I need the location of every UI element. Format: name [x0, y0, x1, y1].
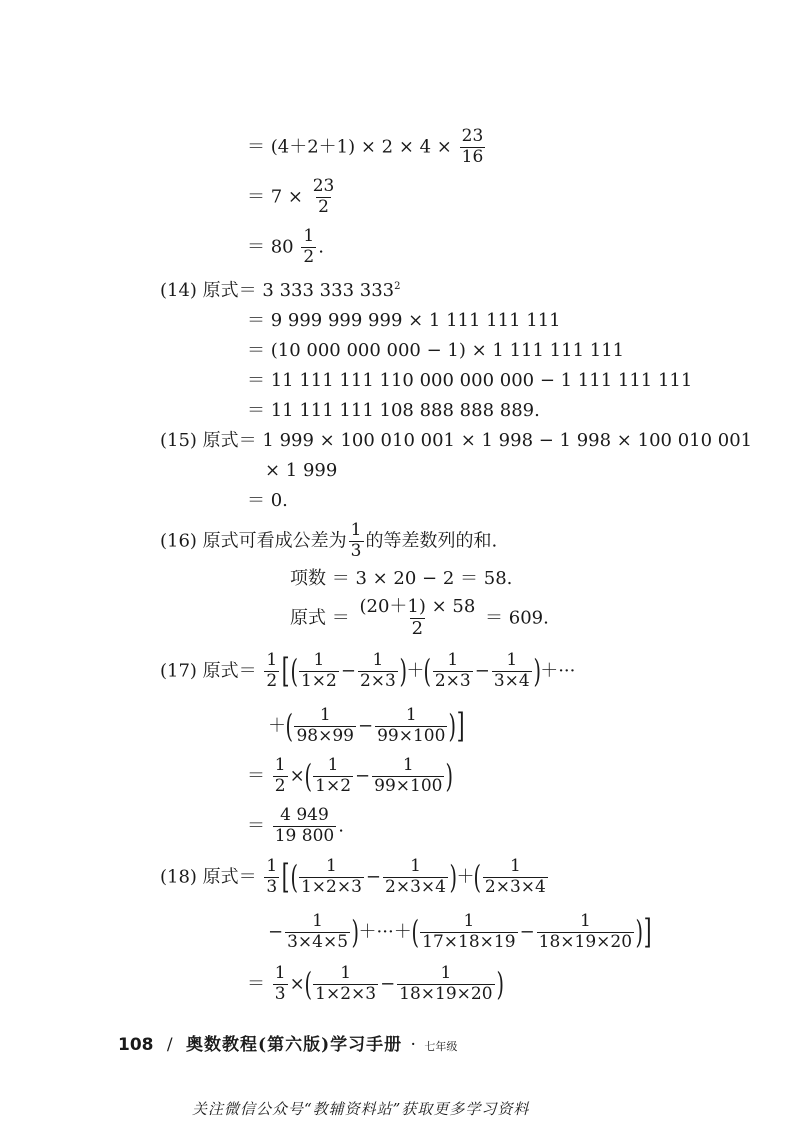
problem-17-line-4: ＝ $\frac{4 949}{19 800}$ .	[247, 805, 344, 846]
eq-line-1: ＝ (4＋2＋1) × 2 × 4 × $\frac{23}{16}$	[247, 126, 484, 167]
problem-label: (17) 原式＝	[160, 660, 257, 682]
problem-15-line-2: × 1 999	[265, 460, 338, 481]
problem-16-line-1: (16) 原式可看成公差为 $\frac{1}{3}$ 的等差数列的和.	[160, 520, 498, 561]
problem-16-line-3: 原式 ＝ $\frac{(20+1) \times 58}{2}$ ＝ 609.	[290, 596, 549, 639]
fraction: $\frac{1}{3}$	[274, 963, 286, 1004]
fraction: $\frac{1}{99\times 100}$	[377, 705, 446, 746]
problem-17-line-1: (17) 原式＝ $\frac{1}{2}$ [( $\frac{1}{1\times 2}$ − $\frac{1}{2\times 3}$ )＋( $\frac{1}{2\times 3}$ − $\frac{1}{3\times 4}$ )＋···	[160, 650, 576, 692]
problem-15-line-1: (15) 原式＝ 1 999 × 100 010 001 × 1 998 − 1 998 × 100 010 001	[160, 430, 753, 451]
problem-14-line-5: ＝ 11 111 111 108 888 888 889.	[247, 400, 540, 421]
fraction: $\frac{1}{98\times 99}$	[296, 705, 354, 746]
fraction: $\frac{1}{3}$	[266, 856, 278, 897]
fraction: $\frac{1}{17\times 18\times 19}$	[422, 911, 516, 952]
fraction: $\frac{1}{18\times 19\times 20}$	[538, 911, 633, 952]
fraction: $\frac{1}{18\times 19\times 20}$	[399, 963, 493, 1004]
grade-label: 七年级	[424, 1040, 458, 1053]
fraction: $\frac{1}{2}$	[303, 226, 315, 267]
fraction: $\frac{1}{1\times 2\times 3}$	[315, 963, 377, 1004]
fraction: $\frac{4 949}{19 800}$	[274, 805, 335, 846]
fraction: $\frac{1}{3}$	[350, 520, 362, 561]
problem-18-line-2: − $\frac{1}{3\times 4\times 5}$ )＋···＋( $\frac{1}{17\times 18\times 19}$ − $\frac{1}{18\times 19\times 20}$ )]	[268, 911, 652, 953]
fraction: $\frac{1}{2\times 3\times 4}$	[385, 856, 446, 897]
problem-16-line-2: 项数 ＝ 3 × 20 − 2 ＝ 58.	[290, 568, 513, 589]
problem-14-line-1: (14) 原式＝ 3 333 333 $333^2$	[160, 280, 401, 301]
eq-line-2: ＝ 7 × $\frac{23}{2}$	[247, 176, 335, 217]
problem-18-line-1: (18) 原式＝ $\frac{1}{3}$ [( $\frac{1}{1\times 2\times 3}$ − $\frac{1}{2\times 3\times 4}$ )＋( $\frac{1}{2\times 3\times 4}$	[160, 856, 546, 898]
problem-label: (14) 原式＝	[160, 280, 257, 301]
fraction: $\frac{1}{2\times 3}$	[359, 650, 396, 691]
fraction: $\frac{1}{2}$	[274, 755, 286, 796]
page-number: 108	[118, 1035, 154, 1055]
fraction: $\frac{1}{3\times 4\times 5}$	[287, 911, 349, 952]
problem-14-line-2: ＝ 9 999 999 999 × 1 111 111 111	[247, 310, 561, 331]
fraction: $\frac{1}{99\times 100}$	[374, 755, 443, 796]
fraction: $\frac{1}{1\times 2}$	[315, 755, 352, 796]
fraction: $\frac{1}{2\times 3\times 4}$	[484, 856, 546, 897]
fraction: $\frac{1}{3\times 4}$	[493, 650, 530, 691]
fraction: $\frac{(20+1) \times 58}{2}$	[359, 596, 476, 639]
fraction: $\frac{1}{1\times 2\times 3}$	[300, 856, 362, 897]
page-footer	[118, 1030, 457, 1055]
problem-label: (15) 原式＝	[160, 430, 257, 451]
footer-dot: ·	[410, 1035, 416, 1055]
fraction: $\frac{1}{2}$	[266, 650, 278, 691]
eq-line-3: ＝ 80 $\frac{1}{2}$ .	[247, 226, 324, 267]
problem-14-line-3: ＝ (10 000 000 000 − 1) × 1 111 111 111	[247, 340, 625, 361]
problem-15-line-3: ＝ 0.	[247, 490, 288, 511]
problem-18-line-3: ＝ $\frac{1}{3}$ ×( $\frac{1}{1\times 2\times 3}$ − $\frac{1}{18\times 19\times 20}$ )	[247, 963, 504, 1004]
fraction: $\frac{1}{2\times 3}$	[434, 650, 471, 691]
footer-slash: /	[166, 1035, 173, 1055]
fraction: $\frac{23}{2}$	[312, 176, 335, 217]
problem-14-line-4: ＝ 11 111 111 110 000 000 000 − 1 111 111 111	[247, 370, 693, 391]
fraction: $\frac{1}{1\times 2}$	[300, 650, 337, 691]
problem-label: (18) 原式＝	[160, 866, 257, 888]
problem-17-line-3: ＝ $\frac{1}{2}$ ×( $\frac{1}{1\times 2}$ − $\frac{1}{99\times 100}$ )	[247, 755, 454, 796]
fraction: $\frac{23}{16}$	[461, 126, 484, 167]
watermark-note: 关注微信公众号“教辅资料站”获取更多学习资料	[192, 1100, 530, 1118]
problem-17-line-2: ＋( $\frac{1}{98\times 99}$ − $\frac{1}{99\times 100}$ )]	[268, 705, 465, 747]
book-title: 奥数教程(第六版)学习手册	[186, 1035, 403, 1055]
